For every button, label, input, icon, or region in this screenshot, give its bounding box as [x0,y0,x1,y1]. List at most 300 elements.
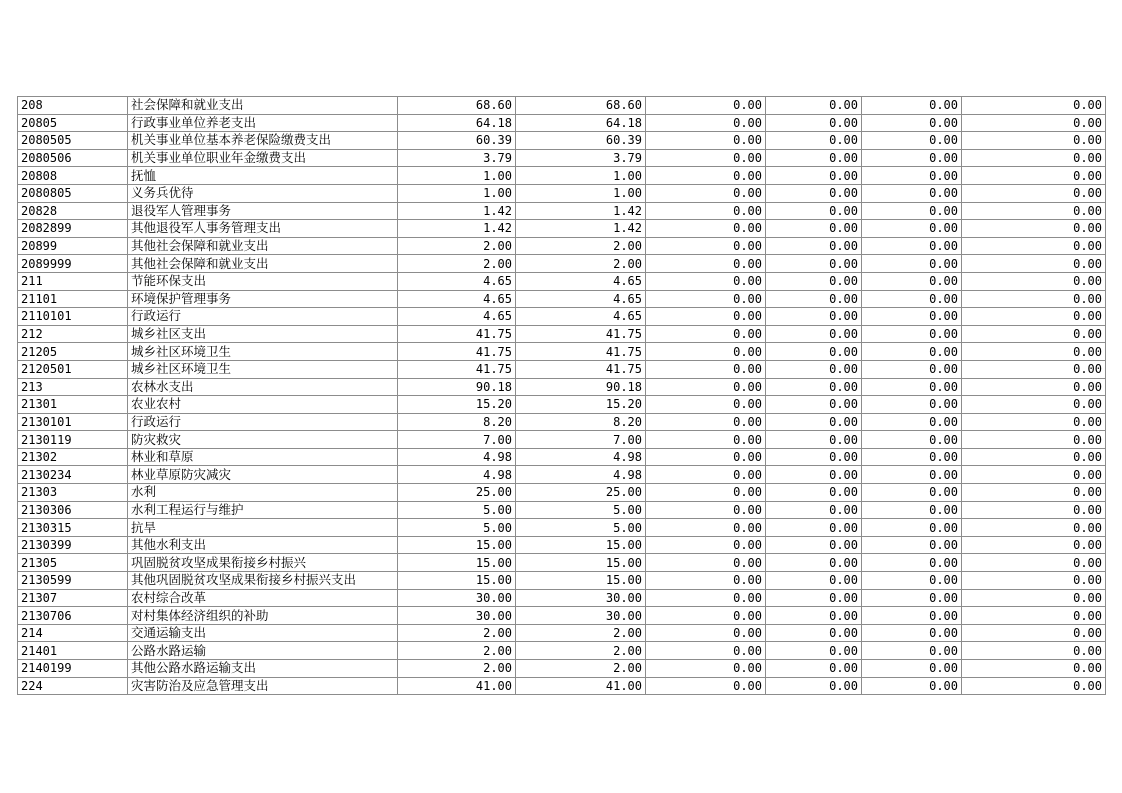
amount-cell-1: 60.39 [398,132,516,150]
amount-cell-3: 0.00 [646,202,766,220]
subject-code-cell: 2130315 [18,519,128,537]
amount-cell-2: 41.75 [516,325,646,343]
subject-name-cell: 对村集体经济组织的补助 [128,607,398,625]
amount-cell-4: 0.00 [766,360,862,378]
amount-cell-4: 0.00 [766,642,862,660]
subject-code-cell: 21302 [18,448,128,466]
amount-cell-5: 0.00 [862,572,962,590]
amount-cell-5: 0.00 [862,360,962,378]
amount-cell-2: 60.39 [516,132,646,150]
amount-cell-1: 41.00 [398,677,516,695]
subject-name-cell: 义务兵优待 [128,184,398,202]
amount-cell-1: 3.79 [398,149,516,167]
amount-cell-6: 0.00 [962,519,1106,537]
budget-table-container [17,96,1105,695]
amount-cell-4: 0.00 [766,149,862,167]
amount-cell-4: 0.00 [766,607,862,625]
amount-cell-5: 0.00 [862,184,962,202]
amount-cell-5: 0.00 [862,484,962,502]
amount-cell-2: 90.18 [516,378,646,396]
table-row [18,572,1106,590]
subject-code-cell: 212 [18,325,128,343]
amount-cell-5: 0.00 [862,554,962,572]
budget-table [17,96,1106,695]
amount-cell-6: 0.00 [962,97,1106,115]
subject-name-cell: 水利工程运行与维护 [128,501,398,519]
amount-cell-3: 0.00 [646,413,766,431]
amount-cell-6: 0.00 [962,589,1106,607]
subject-code-cell: 2089999 [18,255,128,273]
amount-cell-6: 0.00 [962,677,1106,695]
amount-cell-2: 5.00 [516,501,646,519]
amount-cell-4: 0.00 [766,290,862,308]
amount-cell-3: 0.00 [646,501,766,519]
amount-cell-4: 0.00 [766,536,862,554]
table-row [18,677,1106,695]
amount-cell-1: 1.00 [398,167,516,185]
amount-cell-1: 5.00 [398,519,516,537]
amount-cell-3: 0.00 [646,184,766,202]
amount-cell-1: 41.75 [398,360,516,378]
table-row [18,149,1106,167]
subject-name-cell: 农林水支出 [128,378,398,396]
amount-cell-5: 0.00 [862,624,962,642]
amount-cell-4: 0.00 [766,501,862,519]
amount-cell-1: 7.00 [398,431,516,449]
amount-cell-2: 7.00 [516,431,646,449]
amount-cell-1: 2.00 [398,237,516,255]
amount-cell-6: 0.00 [962,184,1106,202]
amount-cell-3: 0.00 [646,378,766,396]
table-row [18,378,1106,396]
amount-cell-2: 15.00 [516,536,646,554]
amount-cell-4: 0.00 [766,572,862,590]
subject-name-cell: 城乡社区环境卫生 [128,360,398,378]
amount-cell-3: 0.00 [646,97,766,115]
amount-cell-3: 0.00 [646,431,766,449]
amount-cell-4: 0.00 [766,237,862,255]
subject-code-cell: 2080506 [18,149,128,167]
table-row [18,97,1106,115]
amount-cell-3: 0.00 [646,466,766,484]
table-row [18,184,1106,202]
amount-cell-1: 68.60 [398,97,516,115]
amount-cell-6: 0.00 [962,308,1106,326]
amount-cell-1: 2.00 [398,660,516,678]
table-row [18,396,1106,414]
amount-cell-5: 0.00 [862,396,962,414]
amount-cell-3: 0.00 [646,536,766,554]
amount-cell-5: 0.00 [862,519,962,537]
subject-name-cell: 机关事业单位职业年金缴费支出 [128,149,398,167]
subject-code-cell: 21305 [18,554,128,572]
amount-cell-4: 0.00 [766,677,862,695]
subject-name-cell: 退役军人管理事务 [128,202,398,220]
amount-cell-1: 2.00 [398,624,516,642]
amount-cell-2: 4.65 [516,272,646,290]
amount-cell-5: 0.00 [862,642,962,660]
amount-cell-3: 0.00 [646,448,766,466]
subject-code-cell: 20899 [18,237,128,255]
amount-cell-6: 0.00 [962,220,1106,238]
amount-cell-4: 0.00 [766,484,862,502]
subject-name-cell: 社会保障和就业支出 [128,97,398,115]
amount-cell-6: 0.00 [962,132,1106,150]
table-row [18,237,1106,255]
amount-cell-1: 41.75 [398,325,516,343]
amount-cell-4: 0.00 [766,308,862,326]
table-row [18,272,1106,290]
amount-cell-3: 0.00 [646,484,766,502]
amount-cell-2: 30.00 [516,607,646,625]
amount-cell-4: 0.00 [766,114,862,132]
amount-cell-3: 0.00 [646,308,766,326]
amount-cell-4: 0.00 [766,660,862,678]
amount-cell-6: 0.00 [962,149,1106,167]
subject-code-cell: 2120501 [18,360,128,378]
subject-code-cell: 20805 [18,114,128,132]
amount-cell-2: 41.75 [516,343,646,361]
subject-name-cell: 交通运输支出 [128,624,398,642]
amount-cell-2: 41.75 [516,360,646,378]
amount-cell-4: 0.00 [766,255,862,273]
subject-code-cell: 2130706 [18,607,128,625]
amount-cell-5: 0.00 [862,413,962,431]
amount-cell-5: 0.00 [862,237,962,255]
table-body [18,97,1106,695]
amount-cell-3: 0.00 [646,660,766,678]
amount-cell-5: 0.00 [862,149,962,167]
amount-cell-3: 0.00 [646,220,766,238]
amount-cell-5: 0.00 [862,308,962,326]
amount-cell-2: 1.00 [516,167,646,185]
table-row [18,114,1106,132]
table-row [18,607,1106,625]
amount-cell-1: 41.75 [398,343,516,361]
amount-cell-4: 0.00 [766,184,862,202]
subject-code-cell: 2082899 [18,220,128,238]
subject-code-cell: 214 [18,624,128,642]
table-row [18,343,1106,361]
amount-cell-2: 15.00 [516,572,646,590]
table-row [18,202,1106,220]
amount-cell-3: 0.00 [646,167,766,185]
amount-cell-6: 0.00 [962,343,1106,361]
amount-cell-3: 0.00 [646,149,766,167]
amount-cell-2: 2.00 [516,255,646,273]
amount-cell-6: 0.00 [962,624,1106,642]
subject-name-cell: 节能环保支出 [128,272,398,290]
amount-cell-2: 15.20 [516,396,646,414]
amount-cell-1: 4.65 [398,308,516,326]
amount-cell-6: 0.00 [962,272,1106,290]
amount-cell-1: 8.20 [398,413,516,431]
amount-cell-5: 0.00 [862,607,962,625]
amount-cell-5: 0.00 [862,290,962,308]
subject-name-cell: 农业农村 [128,396,398,414]
amount-cell-6: 0.00 [962,536,1106,554]
amount-cell-5: 0.00 [862,677,962,695]
amount-cell-3: 0.00 [646,360,766,378]
amount-cell-6: 0.00 [962,607,1106,625]
amount-cell-4: 0.00 [766,378,862,396]
amount-cell-4: 0.00 [766,272,862,290]
amount-cell-2: 2.00 [516,642,646,660]
amount-cell-6: 0.00 [962,202,1106,220]
amount-cell-4: 0.00 [766,466,862,484]
amount-cell-2: 4.65 [516,308,646,326]
amount-cell-4: 0.00 [766,431,862,449]
subject-name-cell: 行政运行 [128,308,398,326]
amount-cell-6: 0.00 [962,325,1106,343]
amount-cell-1: 2.00 [398,255,516,273]
amount-cell-5: 0.00 [862,466,962,484]
amount-cell-6: 0.00 [962,396,1106,414]
subject-code-cell: 211 [18,272,128,290]
amount-cell-5: 0.00 [862,325,962,343]
subject-code-cell: 21401 [18,642,128,660]
amount-cell-3: 0.00 [646,396,766,414]
amount-cell-6: 0.00 [962,167,1106,185]
amount-cell-4: 0.00 [766,132,862,150]
amount-cell-5: 0.00 [862,202,962,220]
subject-code-cell: 20828 [18,202,128,220]
amount-cell-6: 0.00 [962,378,1106,396]
amount-cell-1: 1.42 [398,202,516,220]
subject-name-cell: 其他社会保障和就业支出 [128,237,398,255]
amount-cell-3: 0.00 [646,677,766,695]
table-row [18,519,1106,537]
amount-cell-2: 5.00 [516,519,646,537]
table-row [18,431,1106,449]
subject-code-cell: 21301 [18,396,128,414]
amount-cell-5: 0.00 [862,431,962,449]
amount-cell-6: 0.00 [962,290,1106,308]
amount-cell-3: 0.00 [646,325,766,343]
amount-cell-1: 30.00 [398,589,516,607]
amount-cell-1: 4.98 [398,466,516,484]
table-row [18,132,1106,150]
amount-cell-2: 1.42 [516,202,646,220]
amount-cell-3: 0.00 [646,290,766,308]
amount-cell-4: 0.00 [766,448,862,466]
amount-cell-2: 4.98 [516,466,646,484]
amount-cell-5: 0.00 [862,220,962,238]
table-row [18,360,1106,378]
amount-cell-2: 68.60 [516,97,646,115]
amount-cell-2: 2.00 [516,624,646,642]
subject-name-cell: 城乡社区环境卫生 [128,343,398,361]
table-row [18,413,1106,431]
amount-cell-4: 0.00 [766,396,862,414]
amount-cell-3: 0.00 [646,589,766,607]
amount-cell-1: 64.18 [398,114,516,132]
amount-cell-4: 0.00 [766,325,862,343]
amount-cell-6: 0.00 [962,660,1106,678]
amount-cell-5: 0.00 [862,97,962,115]
amount-cell-3: 0.00 [646,343,766,361]
subject-code-cell: 2130234 [18,466,128,484]
table-row [18,325,1106,343]
amount-cell-2: 4.98 [516,448,646,466]
subject-code-cell: 2130119 [18,431,128,449]
amount-cell-4: 0.00 [766,624,862,642]
subject-name-cell: 公路水路运输 [128,642,398,660]
amount-cell-5: 0.00 [862,660,962,678]
subject-name-cell: 其他退役军人事务管理支出 [128,220,398,238]
subject-name-cell: 灾害防治及应急管理支出 [128,677,398,695]
amount-cell-6: 0.00 [962,642,1106,660]
amount-cell-1: 1.42 [398,220,516,238]
subject-code-cell: 2130101 [18,413,128,431]
table-row [18,255,1106,273]
table-row [18,290,1106,308]
amount-cell-4: 0.00 [766,202,862,220]
amount-cell-6: 0.00 [962,501,1106,519]
amount-cell-1: 4.65 [398,290,516,308]
amount-cell-6: 0.00 [962,431,1106,449]
subject-name-cell: 农村综合改革 [128,589,398,607]
subject-name-cell: 林业和草原 [128,448,398,466]
amount-cell-3: 0.00 [646,272,766,290]
amount-cell-1: 1.00 [398,184,516,202]
subject-name-cell: 环境保护管理事务 [128,290,398,308]
amount-cell-3: 0.00 [646,114,766,132]
amount-cell-2: 30.00 [516,589,646,607]
subject-code-cell: 224 [18,677,128,695]
subject-name-cell: 其他巩固脱贫攻坚成果衔接乡村振兴支出 [128,572,398,590]
amount-cell-2: 41.00 [516,677,646,695]
amount-cell-5: 0.00 [862,132,962,150]
amount-cell-1: 4.98 [398,448,516,466]
amount-cell-5: 0.00 [862,536,962,554]
amount-cell-6: 0.00 [962,554,1106,572]
amount-cell-1: 15.20 [398,396,516,414]
subject-name-cell: 行政事业单位养老支出 [128,114,398,132]
amount-cell-3: 0.00 [646,132,766,150]
subject-name-cell: 其他公路水路运输支出 [128,660,398,678]
amount-cell-4: 0.00 [766,554,862,572]
table-row [18,554,1106,572]
amount-cell-2: 15.00 [516,554,646,572]
amount-cell-6: 0.00 [962,237,1106,255]
subject-name-cell: 其他社会保障和就业支出 [128,255,398,273]
amount-cell-3: 0.00 [646,519,766,537]
amount-cell-1: 90.18 [398,378,516,396]
subject-name-cell: 水利 [128,484,398,502]
amount-cell-1: 2.00 [398,642,516,660]
subject-code-cell: 2130599 [18,572,128,590]
table-row [18,642,1106,660]
amount-cell-1: 4.65 [398,272,516,290]
amount-cell-5: 0.00 [862,167,962,185]
amount-cell-4: 0.00 [766,220,862,238]
amount-cell-5: 0.00 [862,589,962,607]
amount-cell-4: 0.00 [766,97,862,115]
subject-code-cell: 2140199 [18,660,128,678]
amount-cell-6: 0.00 [962,448,1106,466]
table-row [18,484,1106,502]
amount-cell-3: 0.00 [646,554,766,572]
amount-cell-6: 0.00 [962,360,1106,378]
amount-cell-6: 0.00 [962,466,1106,484]
amount-cell-5: 0.00 [862,448,962,466]
subject-name-cell: 巩固脱贫攻坚成果衔接乡村振兴 [128,554,398,572]
amount-cell-5: 0.00 [862,114,962,132]
amount-cell-1: 15.00 [398,572,516,590]
amount-cell-6: 0.00 [962,114,1106,132]
amount-cell-2: 8.20 [516,413,646,431]
amount-cell-4: 0.00 [766,343,862,361]
subject-name-cell: 行政运行 [128,413,398,431]
table-row [18,220,1106,238]
amount-cell-3: 0.00 [646,237,766,255]
amount-cell-3: 0.00 [646,255,766,273]
table-row [18,167,1106,185]
amount-cell-4: 0.00 [766,413,862,431]
table-row [18,448,1106,466]
amount-cell-5: 0.00 [862,501,962,519]
amount-cell-1: 15.00 [398,536,516,554]
amount-cell-5: 0.00 [862,255,962,273]
amount-cell-3: 0.00 [646,607,766,625]
table-row [18,466,1106,484]
amount-cell-5: 0.00 [862,343,962,361]
subject-name-cell: 抚恤 [128,167,398,185]
amount-cell-2: 3.79 [516,149,646,167]
subject-name-cell: 其他水利支出 [128,536,398,554]
amount-cell-2: 2.00 [516,237,646,255]
amount-cell-1: 25.00 [398,484,516,502]
amount-cell-3: 0.00 [646,642,766,660]
subject-code-cell: 208 [18,97,128,115]
amount-cell-1: 5.00 [398,501,516,519]
amount-cell-6: 0.00 [962,413,1106,431]
amount-cell-5: 0.00 [862,378,962,396]
amount-cell-2: 1.42 [516,220,646,238]
subject-code-cell: 2080805 [18,184,128,202]
subject-code-cell: 213 [18,378,128,396]
amount-cell-1: 30.00 [398,607,516,625]
amount-cell-2: 4.65 [516,290,646,308]
table-row [18,624,1106,642]
amount-cell-4: 0.00 [766,589,862,607]
subject-code-cell: 2130399 [18,536,128,554]
amount-cell-4: 0.00 [766,167,862,185]
amount-cell-6: 0.00 [962,255,1106,273]
subject-code-cell: 21205 [18,343,128,361]
table-row [18,536,1106,554]
amount-cell-2: 2.00 [516,660,646,678]
subject-name-cell: 城乡社区支出 [128,325,398,343]
subject-code-cell: 2130306 [18,501,128,519]
amount-cell-2: 1.00 [516,184,646,202]
amount-cell-4: 0.00 [766,519,862,537]
table-row [18,308,1106,326]
table-row [18,589,1106,607]
amount-cell-3: 0.00 [646,624,766,642]
subject-name-cell: 抗旱 [128,519,398,537]
subject-code-cell: 21303 [18,484,128,502]
amount-cell-1: 15.00 [398,554,516,572]
amount-cell-6: 0.00 [962,484,1106,502]
amount-cell-2: 64.18 [516,114,646,132]
subject-code-cell: 21101 [18,290,128,308]
subject-code-cell: 2110101 [18,308,128,326]
table-row [18,660,1106,678]
subject-name-cell: 机关事业单位基本养老保险缴费支出 [128,132,398,150]
subject-code-cell: 21307 [18,589,128,607]
